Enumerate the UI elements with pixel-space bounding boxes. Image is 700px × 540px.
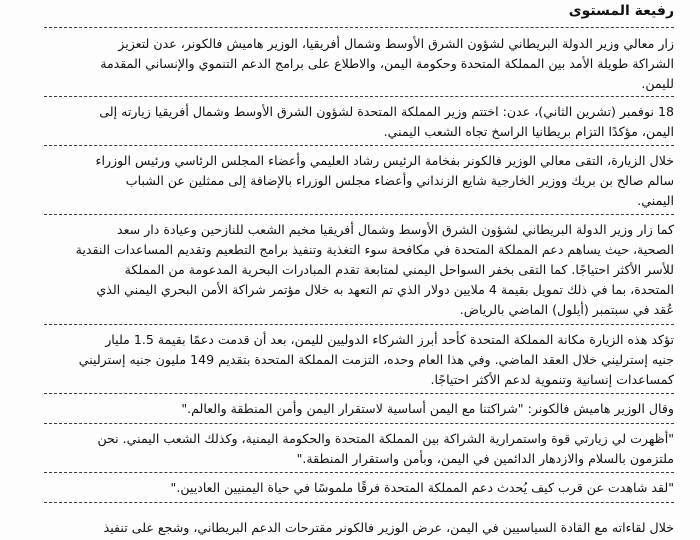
text-line: الصحية، حيث يساهم دعم المملكة المتحدة في مكافحة سوء التغذية وتنفيذ برامج التطعيم وتقديم المساعدات النقدية bbox=[75, 242, 674, 257]
paragraph-4 bbox=[19, 220, 674, 320]
text-line: 18 نوفمبر (تشرين الثاني)، عدن: اختتم وزير المملكة المتحدة لشؤون الشرق الأوسط وشمال أفريقيا زيارته إلى bbox=[99, 104, 674, 119]
text-line: المتحدة، بما في ذلك تمويل بقيمة 4 ملايين دولار الذي تم التعهد به خلال مؤتمر شراكة الأمن البحري اليمني الذي bbox=[96, 282, 674, 297]
text-line: اليمن، مؤكدًا التزام بريطانيا الراسخ تجاه الشعب اليمني. bbox=[383, 124, 674, 139]
text-line: سالم صالح بن بريك ووزير الخارجية شايع الزنداني وأعضاء مجلس الوزراء بالإضافة إلى ممثلين عن الشباب bbox=[125, 173, 674, 188]
paragraph-8 bbox=[19, 478, 674, 498]
paragraph-7 bbox=[19, 429, 674, 469]
divider bbox=[44, 27, 674, 28]
text-line: "لقد شاهدت عن قرب كيف يُحدث دعم المملكة المتحدة فرقًا ملموسًا في حياة اليمنيين العاديين." bbox=[170, 480, 674, 495]
text-line: عُقد في سبتمبر (أيلول) الماضي بالرياض. bbox=[459, 302, 674, 317]
divider bbox=[44, 423, 674, 424]
divider bbox=[44, 96, 674, 97]
text-line: زار معالي وزير الدولة البريطاني لشؤون الشرق الأوسط وشمال أفريقيا، الوزير هاميش فالكونر، عدن لتعزيز bbox=[118, 36, 674, 51]
text-line: تؤكد هذه الزيارة مكانة المملكة المتحدة كأحد أبرز الشركاء الدوليين لليمن، بعد أن قدمت دعمًا بقيمة 1.5 مليار bbox=[105, 332, 674, 347]
text-line: للأسر الأكثر احتياجًا. كما التقى بخفر السواحل اليمني لمتابعة تقدم المبادرات البحرية المدعومة من المملكة bbox=[124, 262, 674, 277]
divider bbox=[44, 502, 674, 503]
text-line: ملتزمون بالسلام والازدهار الدائمين في اليمن، وبأمن واستقرار المنطقة." bbox=[296, 451, 674, 466]
section-heading: رفيعة المستوى bbox=[568, 3, 674, 19]
text-line: كمساعدات إنسانية وتنموية لدعم الأكثر احتياجًا. bbox=[430, 372, 674, 387]
paragraph-1 bbox=[19, 34, 674, 94]
text-line: "أظهرت لي زيارتي قوة واستمرارية الشراكة بين المملكة المتحدة والحكومة اليمنية، وكذلك الشعب اليمني. نحن bbox=[97, 431, 674, 446]
paragraph-2 bbox=[19, 102, 674, 142]
text-line: الشراكة طويلة الأمد بين المملكة المتحدة وحكومة اليمن، والاطلاع على برامج الدعم التنموي والإنساني المقدمة bbox=[100, 56, 674, 71]
divider bbox=[44, 472, 674, 473]
divider bbox=[44, 145, 674, 146]
text-line: خلال لقاءاته مع القادة السياسيين في اليمن، عرض الوزير فالكونر مقترحات الدعم البريطاني، وشجع على تنفيذ bbox=[103, 520, 674, 535]
paragraph-6 bbox=[19, 399, 674, 419]
text-line: لليمن. bbox=[641, 76, 674, 91]
divider bbox=[44, 324, 674, 325]
text-line: جنيه إسترليني خلال العقد الماضي. وفي هذا العام وحده، التزمت المملكة المتحدة بتقديم 149 مليون جنيه إسترليني bbox=[78, 352, 674, 367]
paragraph-9 bbox=[19, 518, 674, 538]
text-line: اليمني. bbox=[637, 193, 674, 208]
divider bbox=[44, 214, 674, 215]
divider bbox=[44, 393, 674, 394]
text-line: وقال الوزير هاميش فالكونر: "شراكتنا مع اليمن أساسية لاستقرار اليمن وأمن المنطقة والعالم." bbox=[181, 401, 674, 416]
text-line: كما زار وزير الدولة البريطاني لشؤون الشرق الأوسط وشمال أفريقيا مخيم الشعب للنازحين وعيادة دار سعد bbox=[116, 222, 674, 237]
paragraph-3 bbox=[19, 151, 674, 211]
paragraph-5 bbox=[19, 330, 674, 390]
text-line: خلال الزيارة، التقى معالي الوزير فالكونر بفخامة الرئيس رشاد العليمي وأعضاء المجلس الرئاسي ورئيس الوزراء bbox=[95, 153, 674, 168]
